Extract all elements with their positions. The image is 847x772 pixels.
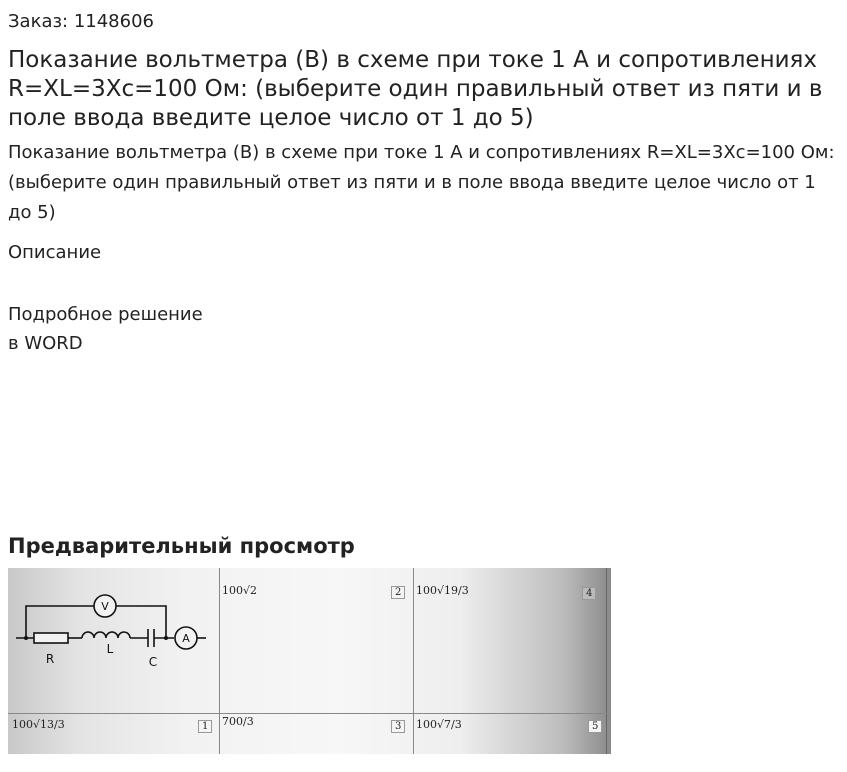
option-4-number: 4: [582, 587, 596, 600]
grid-divider: [413, 568, 414, 754]
voltmeter-label: V: [101, 600, 109, 613]
description-line-2: в WORD: [8, 333, 83, 354]
option-5-number: 5: [588, 720, 602, 733]
order-number: Заказ: 1148606: [8, 11, 154, 32]
option-3-number: 3: [391, 720, 405, 733]
option-5-text: 100√7/3: [416, 718, 462, 731]
grid-divider: [8, 713, 611, 714]
description-line-1: Подробное решение: [8, 304, 203, 325]
lead-text: Показание вольтметра (В) в схеме при токе 1 А и сопротивлениях R=XL=3Xc=100 Ом: (выберите один правильный ответ из пяти и в поле ввода введите целое число от 1 до 5): [8, 142, 835, 223]
inductor-label: L: [106, 642, 114, 656]
option-1-text: 100√13/3: [12, 718, 65, 731]
page: [0, 10, 847, 358]
preview-heading: Предварительный просмотр: [8, 534, 355, 558]
grid-divider: [219, 568, 220, 754]
ammeter-label: A: [182, 632, 190, 645]
description-body: [8, 300, 839, 358]
circuit-diagram: [8, 568, 213, 708]
grid-divider: [606, 568, 607, 754]
option-2-text: 100√2: [222, 584, 258, 597]
description-heading: Описание: [8, 242, 102, 263]
option-4-text: 100√19/3: [416, 584, 469, 597]
option-3-text: 700/3: [222, 715, 254, 728]
capacitor-label: C: [148, 655, 158, 669]
resistor-label: R: [45, 652, 55, 666]
page-title: Показание вольтметра (В) в схеме при токе 1 А и сопротивлениях R=XL=3Xc=100 Ом: (выберите один правильный ответ из пяти и в поле ввода введите целое число от 1 до 5): [8, 47, 823, 131]
option-1-number: 1: [198, 720, 212, 733]
preview-image: [8, 568, 611, 754]
option-2-number: 2: [391, 586, 405, 599]
